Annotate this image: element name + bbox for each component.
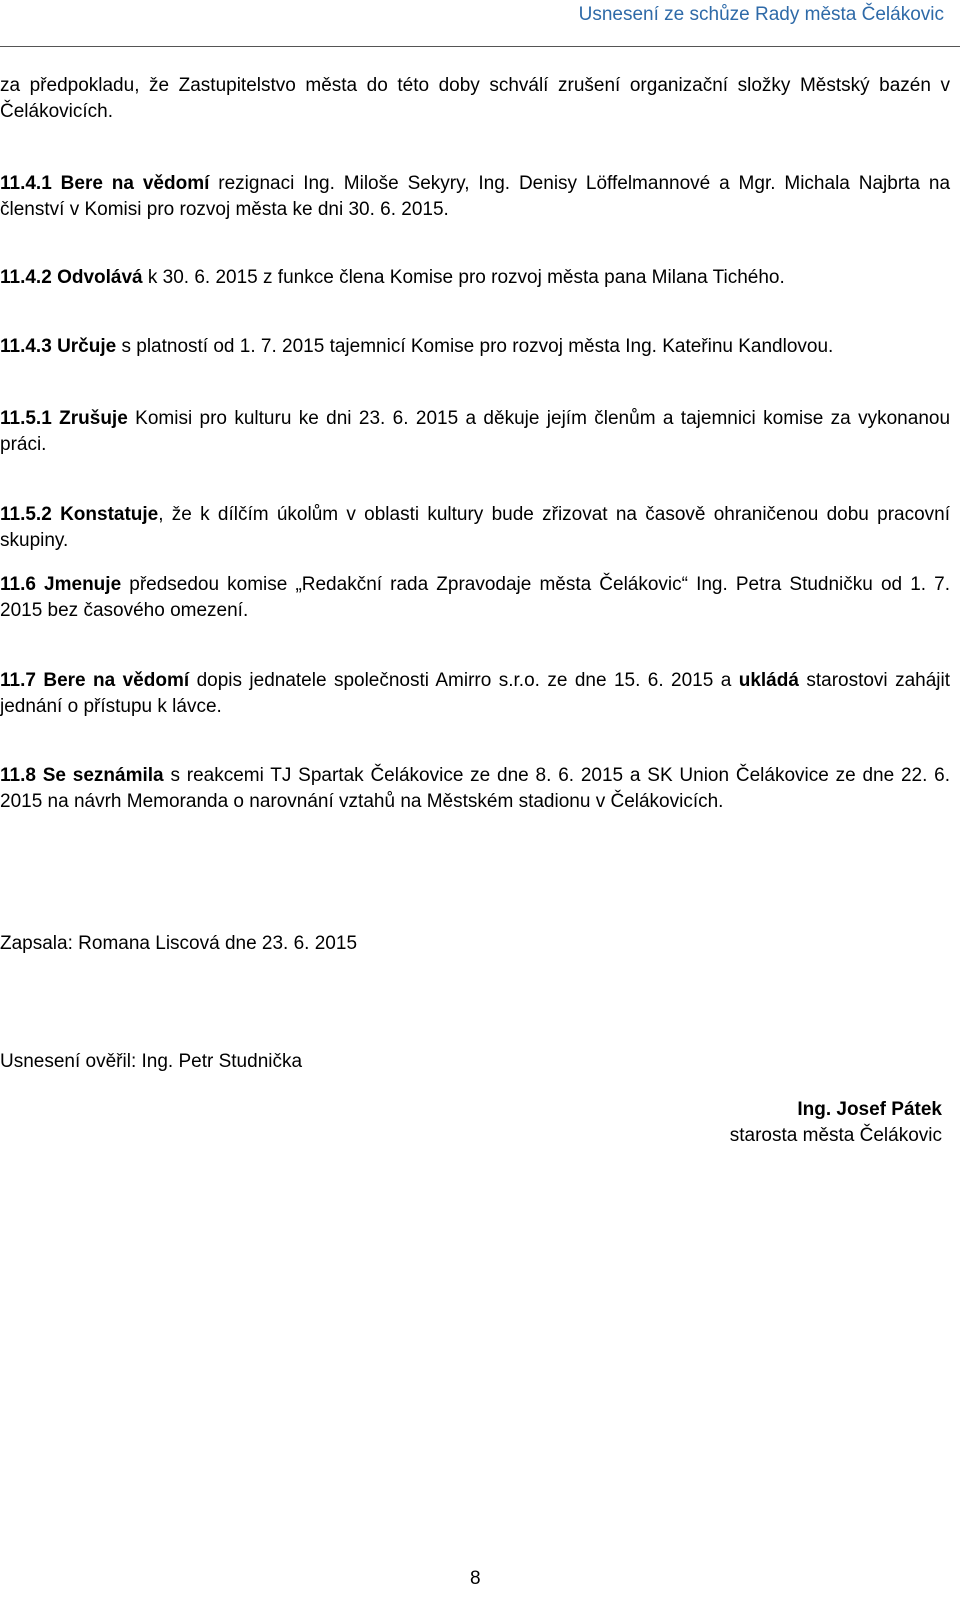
resolution-keyword: Zrušuje — [59, 408, 128, 429]
resolution-keyword-secondary: ukládá — [738, 670, 799, 691]
paragraph-text: za předpokladu, že Zastupitelstvo města do této doby schválí zrušení organizační složky Městský bazén v Čelákovicích. — [0, 75, 950, 122]
resolution-keyword: Se seznámila — [42, 765, 164, 786]
paragraph-continuation — [0, 73, 950, 125]
resolution-keyword: Bere na vědomí — [43, 670, 190, 691]
resolution-number: 11.7 — [0, 670, 36, 691]
resolution-keyword: Odvolává — [57, 267, 143, 288]
resolution-text-secondary: starostovi zahájit jednání o přístupu k lávce. — [0, 670, 950, 717]
resolution-keyword: Bere na vědomí — [60, 173, 210, 194]
resolution-11-5-1 — [0, 406, 950, 458]
resolution-text: rezignaci Ing. Miloše Sekyry, Ing. Denisy Löffelmannové a Mgr. Michala Najbrta na členství v Komisi pro rozvoj města ke dni 30. 6. 2015. — [0, 173, 951, 220]
signature-block — [730, 1097, 942, 1149]
resolution-keyword: Konstatuje — [60, 504, 159, 525]
verified-by — [0, 1049, 950, 1075]
resolution-keyword: Jmenuje — [44, 574, 122, 595]
resolution-11-6 — [0, 572, 950, 624]
resolution-text: s reakcemi TJ Spartak Čelákovice ze dne 8. 6. 2015 a SK Union Čelákovice ze dne 22. 6. 2015 na návrh Memoranda o narovnání vztahů na Městském stadionu v Čelákovicích. — [0, 765, 951, 812]
resolution-11-8 — [0, 763, 950, 815]
resolution-text: Komisi pro kulturu ke dni 23. 6. 2015 a děkuje jejím členům a tajemnici komise za vykonanou práci. — [0, 408, 951, 455]
resolution-number: 11.4.2 — [0, 267, 52, 288]
resolution-keyword: Určuje — [57, 336, 117, 357]
resolution-text: , že k dílčím úkolům v oblasti kultury bude zřizovat na časově ohraničenou dobu pracovní skupiny. — [0, 504, 951, 551]
resolution-text: s platností od 1. 7. 2015 tajemnicí Komise pro rozvoj města Ing. Kateřinu Kandlovou. — [121, 336, 834, 357]
resolution-11-4-2 — [0, 265, 950, 291]
verified-by-text: Usnesení ověřil: Ing. Petr Studnička — [0, 1051, 303, 1072]
resolution-text: dopis jednatele společnosti Amirro s.r.o. ze dne 15. 6. 2015 a — [196, 670, 732, 691]
page-number: 8 — [470, 1568, 481, 1589]
recorded-by — [0, 931, 950, 957]
resolution-11-5-2 — [0, 502, 950, 554]
running-header: Usnesení ze schůze Rady města Čelákovic — [578, 4, 944, 25]
resolution-number: 11.8 — [0, 765, 36, 786]
resolution-11-7 — [0, 668, 950, 720]
resolution-number: 11.4.3 — [0, 336, 52, 357]
resolution-number: 11.4.1 — [0, 173, 52, 194]
resolution-number: 11.5.1 — [0, 408, 52, 429]
signatory-role: starosta města Čelákovic — [729, 1125, 942, 1146]
resolution-11-4-3 — [0, 334, 950, 360]
resolution-11-4-1 — [0, 171, 950, 223]
resolution-number: 11.5.2 — [0, 504, 52, 525]
header-rule — [0, 46, 960, 47]
resolution-text: předsedou komise „Redakční rada Zpravodaje města Čelákovic“ Ing. Petra Studničku od 1. 7. 2015 bez časového omezení. — [0, 574, 950, 621]
resolution-number: 11.6 — [0, 574, 36, 595]
resolution-text: k 30. 6. 2015 z funkce člena Komise pro rozvoj města pana Milana Tichého. — [147, 267, 785, 288]
signatory-name: Ing. Josef Pátek — [797, 1099, 942, 1120]
recorded-by-text: Zapsala: Romana Liscová dne 23. 6. 2015 — [0, 933, 358, 954]
